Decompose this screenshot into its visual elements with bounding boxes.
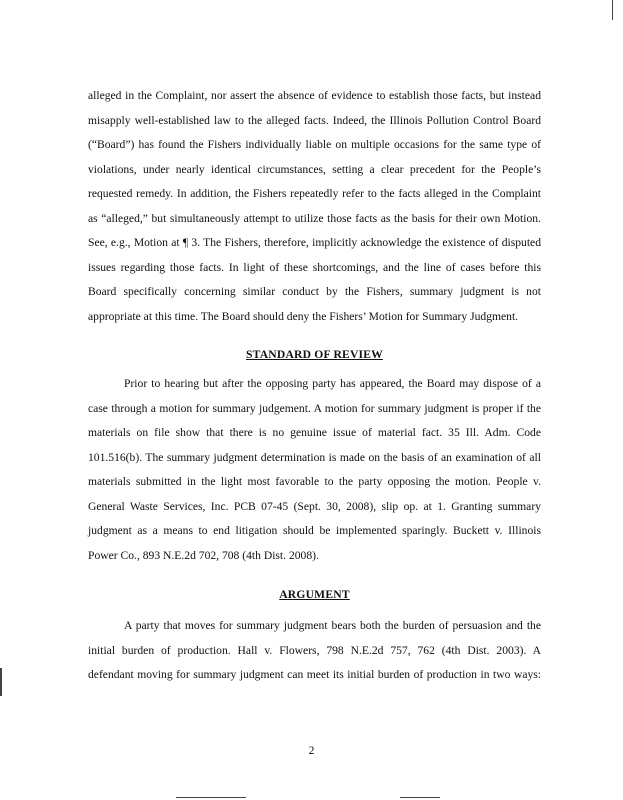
scan-edge-mark xyxy=(0,668,2,696)
page-number: 2 xyxy=(308,744,315,757)
scan-edge-mark xyxy=(176,797,246,798)
scan-edge-mark xyxy=(400,797,440,798)
text-line: defendant moving for summary judgment can meet its initial burden of production in two ways: xyxy=(88,668,541,681)
text-line: issues regarding those facts. In light of these shortcomings, and the line of cases before this xyxy=(88,260,541,274)
text-line: judgment as a means to end litigation should be implemented sparingly. Buckett v. Illinois xyxy=(88,524,541,537)
text-line: appropriate at this time. The Board should deny the Fishers’ Motion for Summary Judgment. xyxy=(88,309,519,323)
text-line: misapply well-established law to the alleged facts. Indeed, the Illinois Pollution Control Board xyxy=(88,113,541,127)
text-line: materials on file show that there is no genuine issue of material fact. 35 Ill. Adm. Code xyxy=(88,426,541,439)
text-line: Prior to hearing but after the opposing party has appeared, the Board may dispose of a xyxy=(124,377,541,390)
scan-edge-mark xyxy=(612,0,613,20)
text-line: materials submitted in the light most favorable to the party opposing the motion. People v. xyxy=(88,475,541,488)
standard-paragraph xyxy=(88,372,541,568)
section-heading-standard-of-review: STANDARD OF REVIEW xyxy=(246,348,383,361)
text-line: alleged in the Complaint, nor assert the absence of evidence to establish those facts, but instead xyxy=(88,89,541,102)
text-line: A party that moves for summary judgment bears both the burden of persuasion and the xyxy=(124,619,541,632)
section-heading-argument: ARGUMENT xyxy=(279,588,350,601)
intro-paragraph xyxy=(88,84,541,329)
text-line: Power Co., 893 N.E.2d 702, 708 (4th Dist. 2008). xyxy=(88,548,319,562)
text-line: See, e.g., Motion at ¶ 3. The Fishers, therefore, implicitly acknowledge the existence of disputed xyxy=(88,236,541,249)
text-line: case through a motion for summary judgement. A motion for summary judgment is proper if the xyxy=(88,401,541,415)
text-line: requested remedy. In addition, the Fishers repeatedly refer to the facts alleged in the Complaint xyxy=(88,187,541,200)
text-line: (“Board”) has found the Fishers individually liable on multiple occasions for the same type of xyxy=(88,138,541,151)
text-line: initial burden of production. Hall v. Flowers, 798 N.E.2d 757, 762 (4th Dist. 2003). A xyxy=(88,643,541,657)
text-line: as “alleged,” but simultaneously attempt to utilize those facts as the basis for their own Motion. xyxy=(88,211,541,225)
text-line: Board specifically concerning similar conduct by the Fishers, summary judgment is not xyxy=(88,285,541,298)
text-line: General Waste Services, Inc. PCB 07-45 (Sept. 30, 2008), slip op. at 1. Granting summary xyxy=(88,499,541,513)
argument-paragraph xyxy=(88,614,541,688)
text-line: 101.516(b). The summary judgment determination is made on the basis of an examination of all xyxy=(88,450,541,464)
text-line: violations, under nearly identical circumstances, setting a clear precedent for the People’s xyxy=(88,162,541,176)
